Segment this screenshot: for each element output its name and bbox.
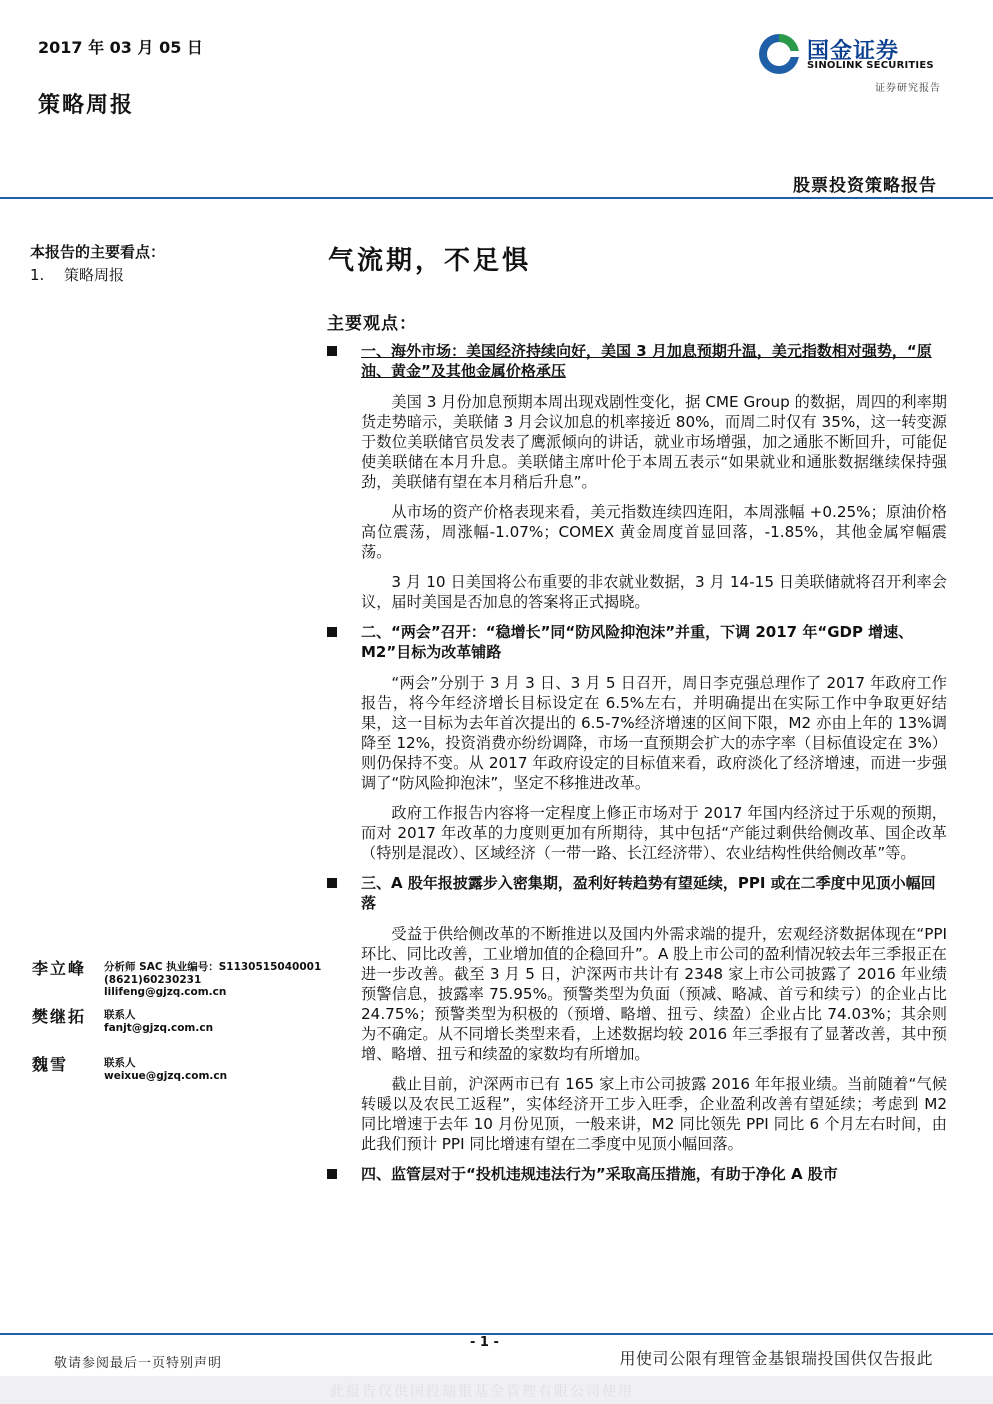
- paragraph: 政府工作报告内容将一定程度上修正市场对于 2017 年国内经济过于乐观的预期，而对 2017 年改革的力度则更加有所期待，其中包括“产能过剩供给侧改革、国企改革（特别是混改）、区域经济（一带一路、长江经济带）、农业结构性供给侧改革”等。: [361, 804, 947, 862]
- author-phone: (8621)60230231: [104, 973, 202, 986]
- section-heading-1: [327, 341, 947, 381]
- footer-disclaimer: 敬请参阅最后一页特别声明: [54, 1356, 223, 1371]
- watermark-text: 此报告仅供国投瑞银基金管理有限公司使用: [330, 1384, 634, 1400]
- logo-mark-icon: [757, 32, 801, 76]
- key-point-number: 1.: [30, 266, 45, 284]
- section-heading-text: 四、监管层对于“投机违规违法行为”采取高压措施，有助于净化 A 股市: [361, 1165, 838, 1183]
- paragraph: “两会”分别于 3 月 3 日、3 月 5 日召开，周日李克强总理作了 2017 年政府工作报告，将今年经济增长目标设定在 6.5%左右，并明确提出在实际工作中争取更好结果，这一目标为去年首次提出的 6.5-7%经济增速的区间下限，M2 亦由上年的 13%调降至 12%，投资消费亦纷纷调降，市场一直预期会扩大的赤字率（目标值设定在 3%）则仍保持不变。从 2017 年政府设定的目标值来看，政府淡化了经济增速，而进一步强调了“防风险抑泡沫”，坚定不移推进改革。: [361, 674, 947, 792]
- report-type: 股票投资策略报告: [793, 176, 937, 196]
- paragraph: 从市场的资产价格表现来看，美元指数连续四连阳，本周涨幅 +0.25%；原油价格高位震荡，周涨幅-1.07%；COMEX 黄金周度首显回落，-1.85%，其他金属窄幅震荡。: [361, 503, 947, 561]
- paragraph: 受益于供给侧改革的不断推进以及国内外需求端的提升，宏观经济数据体现在“PPI 环比、同比改善，工业增加值的企稳回升”。A 股上市公司的盈利情况较去年三季报正在进一步改善。截至 3 月 5 日，沪深两市共计有 2348 家上市公司披露了 2016 年业绩预警信息，披露率 75.95%。预警类型为负面（预减、略减、首亏和续亏）的企业占比 24.75%；预警类型为积极的（预增、略增、扭亏、续盈）企业占比 74.03%；其余则为不确定。从不同增长类型来看，上述数据均较 2016 年三季报有了显著改善，其中预增、略增、扭亏和续盈的家数均有所增加。: [361, 925, 947, 1063]
- author-info: [104, 1009, 213, 1034]
- paragraph: 美国 3 月份加息预期本周出现戏剧性变化，据 CME Group 的数据，周四的利率期货走势暗示，美联储 3 月会议加息的机率接近 80%，而周二时仅有 35%，这一转变源于数位美联储官员发表了鹰派倾向的讲话，就业市场增强，加之通胀不断回升，可能促使美联储在本月升息。美联储主席叶伦于本周五表示“如果就业和通胀数据继续保持强劲，美联储有望在本月稍后升息”。: [361, 393, 947, 491]
- section-heading-text: 三、A 股年报披露步入密集期，盈利好转趋势有望延续，PPI 或在二季度中见顶小幅回落: [361, 874, 936, 912]
- square-bullet-icon: [327, 878, 337, 888]
- section-heading-2: [327, 622, 947, 662]
- section-heading-text: 二、“两会”召开：“稳增长”同“防风险抑泡沫”并重，下调 2017 年“GDP 增速、M2”目标为改革铺路: [361, 623, 914, 661]
- report-title: 气流期，不足惧: [328, 246, 532, 276]
- author-email: lilifeng@gjzq.com.cn: [104, 986, 227, 998]
- header-divider: [0, 197, 993, 199]
- square-bullet-icon: [327, 1169, 337, 1179]
- company-logo: [757, 32, 947, 92]
- key-point-item: [30, 264, 124, 285]
- main-content: [327, 341, 947, 1195]
- author-entry: [32, 956, 322, 1004]
- author-entry: [32, 1052, 322, 1100]
- key-point-label: 策略周报: [64, 266, 125, 284]
- logo-chinese-name: 国金证券: [807, 39, 900, 64]
- author-role: 联系人: [104, 1009, 136, 1021]
- author-info: [104, 961, 321, 999]
- paragraph: 3 月 10 日美国将公布重要的非农就业数据，3 月 14-15 日美联储就将召开利率会议，届时美国是否加息的答案将正式揭晓。: [361, 573, 947, 611]
- author-credential: 分析师 SAC 执业编号：S1130515040001: [104, 961, 322, 973]
- section-heading-text: 一、海外市场：美国经济持续向好，美国 3 月加息预期升温，美元指数相对强势，“原油、黄金”及其他金属价格承压: [361, 342, 932, 380]
- document-type: 策略周报: [38, 93, 135, 118]
- author-name: 李立峰: [32, 959, 87, 978]
- section-heading-3: [327, 873, 947, 913]
- author-email: weixue@gjzq.com.cn: [104, 1069, 228, 1082]
- report-date: 2017 年 03 月 05 日: [38, 38, 203, 57]
- author-list: [32, 956, 322, 1100]
- footer-license: 用使司公限有理管金基银瑞投国供仅告报此: [619, 1349, 933, 1368]
- author-info: [104, 1057, 227, 1082]
- square-bullet-icon: [327, 346, 337, 356]
- author-entry: [32, 1004, 322, 1052]
- key-points-title: 本报告的主要看点：: [30, 243, 166, 261]
- author-name: 樊继拓: [32, 1007, 87, 1026]
- author-name: 魏雪: [32, 1055, 69, 1074]
- square-bullet-icon: [327, 627, 337, 637]
- author-email: fanjt@gjzq.com.cn: [104, 1021, 214, 1034]
- page-number: - 1 -: [470, 1335, 499, 1350]
- logo-english-name: SINOLINK SECURITIES: [807, 60, 934, 71]
- main-views-heading: 主要观点：: [327, 314, 417, 334]
- logo-subtitle: 证券研究报告: [875, 83, 941, 94]
- section-heading-4: [327, 1164, 947, 1184]
- author-role: 联系人: [104, 1057, 136, 1069]
- paragraph: 截止目前，沪深两市已有 165 家上市公司披露 2016 年年报业绩。当前随着“气候转暖以及农民工返程”，实体经济开工步入旺季，企业盈利改善有望延续；考虑到 M2 同比增速于去年 10 月份见顶，一般来讲，M2 同比领先 PPI 同比 6 个月左右时间，由此我们预计 PPI 同比增速有望在二季度中见顶小幅回落。: [361, 1075, 947, 1153]
